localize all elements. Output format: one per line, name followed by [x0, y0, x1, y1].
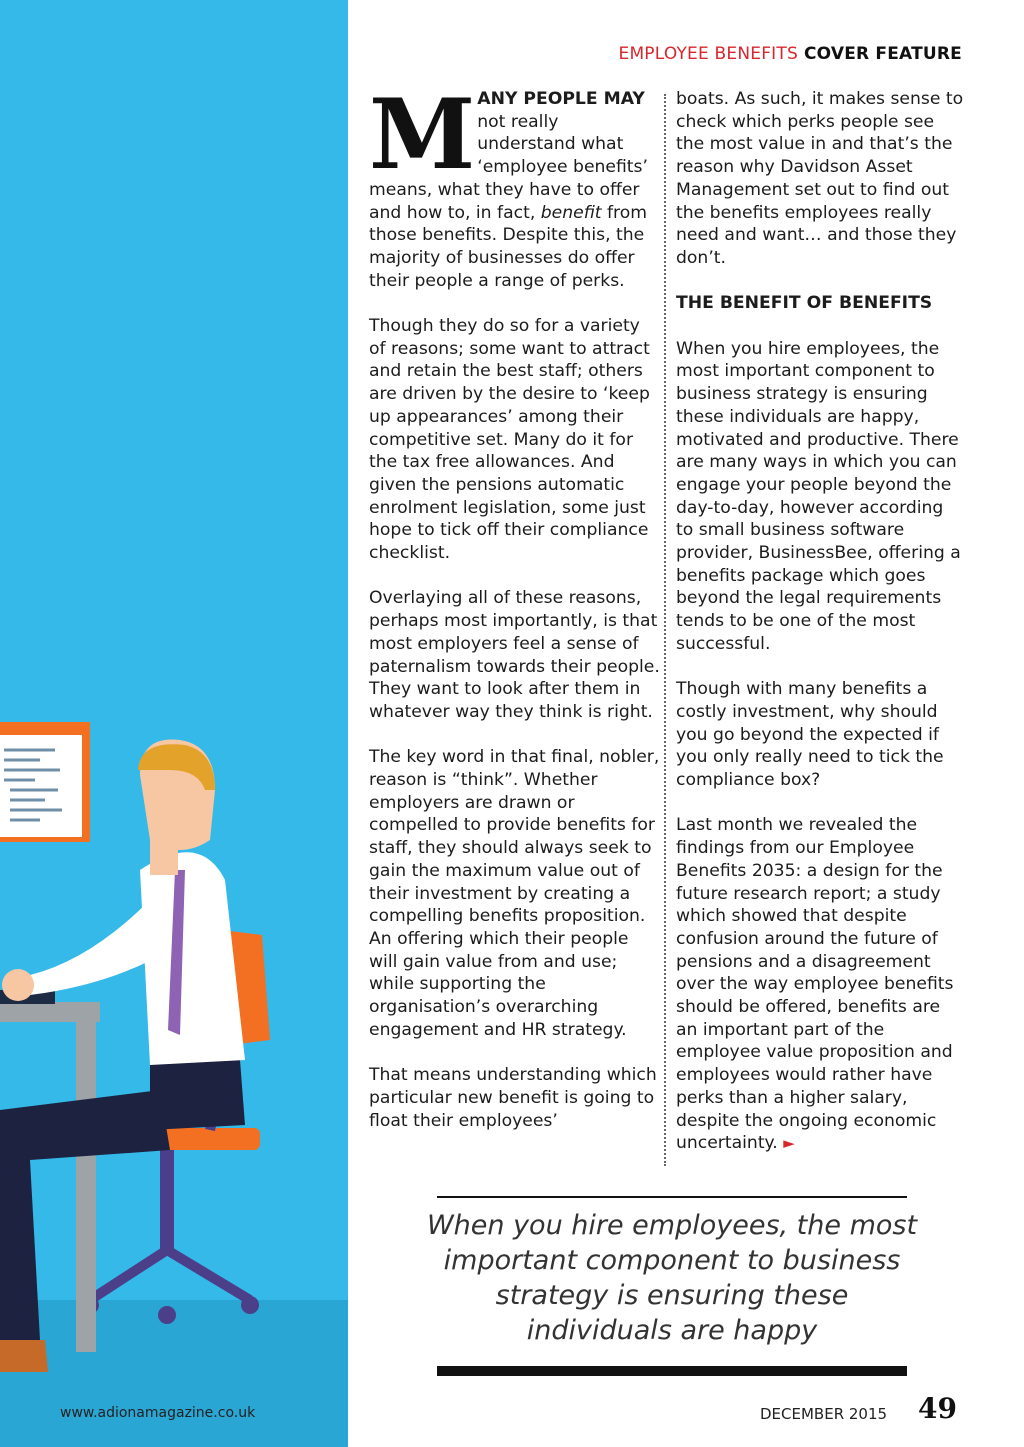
pull-quote: When you hire employees, the most important component to business strategy is ensuring these individuals are happy [426, 1210, 918, 1346]
feature-label: COVER FEATURE [803, 44, 962, 64]
lead-in: ANY PEOPLE MAY [477, 89, 645, 109]
paragraph: That means understanding which particular new benefit is going to float their employees’ [369, 1065, 657, 1131]
subheading: THE BENEFIT OF BENEFITS [676, 293, 933, 314]
column-divider [664, 94, 666, 1166]
desk-leg [76, 1022, 96, 1352]
paragraph: Though they do so for a variety of reasons; some want to attract and retain the best staff; others are driven by the desire to ‘keep up appearances’ among their competitive set. Many do it for the tax free allowances. And given the pensions automatic enrolment legislation, some just hope to tick off their compliance checklist. [369, 316, 650, 564]
paragraph: boats. As such, it makes sense to check which perks people see the most value in and that’s the reason why Davidson Asset Management set out to find out the benefits employees really need and want… and those they don’t. [676, 89, 964, 268]
article-column-1 [369, 78, 661, 1155]
office-worker-illustration [0, 0, 348, 1447]
paragraph: Though with many benefits a costly investment, why should you go beyond the expected if you only really need to tick the compliance box? [676, 679, 944, 791]
paragraph-intro: MANY PEOPLE MAY not really understand what ‘employee benefits’ means, what they have to offer and how to, in fact, benefit from those benefits. Despite this, the majority of businesses do offer their people a range of perks. [369, 78, 648, 291]
paragraph: When you hire employees, the most important component to business strategy is ensuring these individuals are happy, motivated and productive. There are many ways in which you can engage your people beyond the day-to-day, however according to small business software provider, BusinessBee, offering a benefits package which goes beyond the legal requirements tends to be one of the most successful. [676, 338, 961, 654]
shirt [140, 852, 245, 1065]
running-header [619, 44, 963, 64]
drop-cap: M [369, 78, 472, 191]
pull-quote-bottom-rule [437, 1366, 907, 1376]
illustration-panel [0, 0, 348, 1447]
page-number: 49 [918, 1392, 957, 1425]
floor-shape [0, 1300, 348, 1447]
paragraph: Overlaying all of these reasons, perhaps most importantly, is that most employers feel a sense of paternalism towards their people. They want to look after them in whatever way they think is right. [369, 588, 660, 722]
shoe [0, 1340, 48, 1372]
pull-quote-top-rule [437, 1196, 907, 1198]
website-url: www.adionamagazine.co.uk [60, 1405, 256, 1421]
paragraph: The key word in that final, nobler, reason is “think”. Whether employers are drawn or compelled to provide benefits for staff, they should always seek to gain the maximum value out of their investment by creating a compelling benefits proposition. An offering which their people will gain value from and use; while supporting the organisation’s overarching engagement and HR strategy. [369, 747, 660, 1040]
section-label: EMPLOYEE BENEFITS [618, 44, 798, 64]
end-arrow-icon: ► [783, 1134, 795, 1153]
desk-top [0, 1002, 100, 1022]
article-column-2 [676, 88, 966, 1178]
issue-date: DECEMBER 2015 [760, 1405, 888, 1423]
paragraph-final: Last month we revealed the findings from our Employee Benefits 2035: a design for the future research report; a study which showed that despite confusion around the future of pensions and a disagreement over the way employee benefits should be offered, benefits are an important part of the employee value proposition and employees would rather have perks than a higher salary, despite the ongoing economic uncertainty. ► [676, 815, 954, 1154]
hand [2, 969, 34, 1001]
